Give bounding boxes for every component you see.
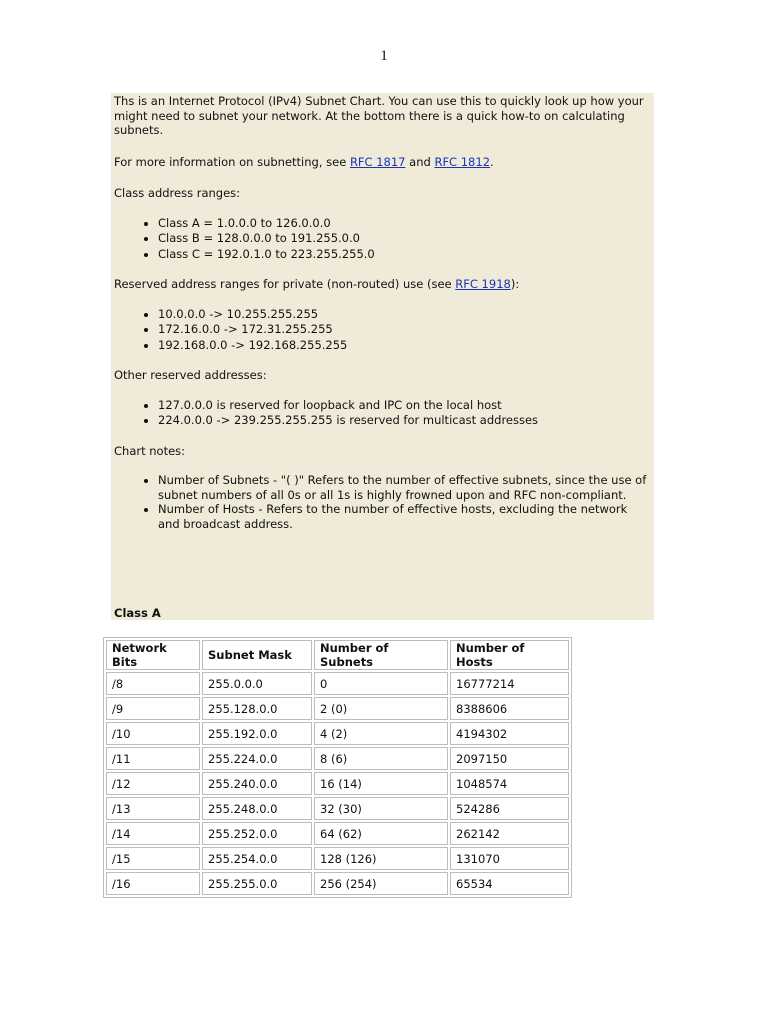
list-item: • 172.16.0.0 -> 172.31.255.255 bbox=[158, 322, 650, 338]
cell-network-bits: /8 bbox=[106, 672, 200, 695]
cell-number-of-hosts: 1048574 bbox=[450, 772, 569, 795]
class-ranges-heading: Class address ranges: bbox=[114, 186, 241, 200]
list-item: • 10.0.0.0 -> 10.255.255.255 bbox=[158, 307, 650, 323]
list-item: • Class B = 128.0.0.0 to 191.255.0.0 bbox=[158, 231, 650, 247]
private-ranges-suffix: ): bbox=[510, 277, 520, 291]
table-row bbox=[106, 722, 569, 745]
list-item: • 127.0.0.0 is reserved for loopback and IPC on the local host bbox=[158, 398, 650, 414]
cell-number-of-hosts: 262142 bbox=[450, 822, 569, 845]
cell-number-of-hosts: 16777214 bbox=[450, 672, 569, 695]
cell-subnet-mask: 255.252.0.0 bbox=[202, 822, 312, 845]
cell-subnet-mask: 255.255.0.0 bbox=[202, 872, 312, 895]
cell-subnet-mask: 255.240.0.0 bbox=[202, 772, 312, 795]
class-a-title: Class A bbox=[114, 606, 161, 620]
header-number-of-subnets: Number of Subnets bbox=[314, 640, 448, 670]
header-number-of-hosts: Number of Hosts bbox=[450, 640, 569, 670]
rfc-1812-link[interactable]: RFC 1812 bbox=[434, 154, 491, 169]
cell-network-bits: /9 bbox=[106, 697, 200, 720]
intro-panel bbox=[111, 93, 654, 620]
table-row bbox=[106, 697, 569, 720]
private-ranges-heading bbox=[114, 277, 650, 292]
cell-subnet-mask: 255.248.0.0 bbox=[202, 797, 312, 820]
page-number: 1 bbox=[380, 48, 388, 64]
private-ranges-prefix: Reserved address ranges for private (non-routed) use (see bbox=[114, 277, 456, 291]
cell-number-of-hosts: 2097150 bbox=[450, 747, 569, 770]
header-subnet-mask: Subnet Mask bbox=[202, 640, 312, 670]
more-info-middle: and bbox=[405, 154, 435, 169]
table-row bbox=[106, 822, 569, 845]
cell-number-of-subnets: 8 (6) bbox=[314, 747, 448, 770]
table-row bbox=[106, 747, 569, 770]
cell-network-bits: /14 bbox=[106, 822, 200, 845]
cell-network-bits: /12 bbox=[106, 772, 200, 795]
cell-network-bits: /15 bbox=[106, 847, 200, 870]
cell-subnet-mask: 255.192.0.0 bbox=[202, 722, 312, 745]
private-ranges-list bbox=[114, 307, 650, 354]
list-item: • Class C = 192.0.1.0 to 223.255.255.0 bbox=[158, 247, 650, 263]
more-info-suffix: . bbox=[490, 154, 494, 169]
cell-number-of-hosts: 4194302 bbox=[450, 722, 569, 745]
cell-number-of-subnets: 4 (2) bbox=[314, 722, 448, 745]
cell-number-of-hosts: 8388606 bbox=[450, 697, 569, 720]
table-row bbox=[106, 797, 569, 820]
cell-number-of-subnets: 32 (30) bbox=[314, 797, 448, 820]
cell-network-bits: /13 bbox=[106, 797, 200, 820]
table-row bbox=[106, 772, 569, 795]
header-network-bits: Network Bits bbox=[106, 640, 200, 670]
list-item: • 224.0.0.0 -> 239.255.255.255 is reserved for multicast addresses bbox=[158, 413, 650, 429]
class-ranges-list bbox=[114, 216, 650, 263]
table-header-row bbox=[106, 640, 569, 670]
cell-network-bits: /11 bbox=[106, 747, 200, 770]
rfc-1817-link[interactable]: RFC 1817 bbox=[349, 154, 406, 169]
table-row bbox=[106, 672, 569, 695]
list-item: • Number of Hosts - Refers to the number of effective hosts, excluding the network and broadcast address. bbox=[158, 502, 650, 531]
cell-number-of-subnets: 128 (126) bbox=[314, 847, 448, 870]
rfc-1918-link[interactable]: RFC 1918 bbox=[455, 277, 511, 291]
cell-number-of-subnets: 64 (62) bbox=[314, 822, 448, 845]
cell-number-of-subnets: 0 bbox=[314, 672, 448, 695]
cell-network-bits: /10 bbox=[106, 722, 200, 745]
cell-subnet-mask: 255.254.0.0 bbox=[202, 847, 312, 870]
chart-notes-heading: Chart notes: bbox=[114, 443, 186, 458]
class-a-table bbox=[103, 637, 572, 898]
cell-number-of-subnets: 2 (0) bbox=[314, 697, 448, 720]
list-item: • Class A = 1.0.0.0 to 126.0.0.0 bbox=[158, 216, 650, 232]
cell-number-of-subnets: 256 (254) bbox=[314, 872, 448, 895]
cell-network-bits: /16 bbox=[106, 872, 200, 895]
other-reserved-heading: Other reserved addresses: bbox=[114, 368, 267, 382]
list-item: • 192.168.0.0 -> 192.168.255.255 bbox=[158, 338, 650, 354]
cell-subnet-mask: 255.128.0.0 bbox=[202, 697, 312, 720]
list-item: • Number of Subnets - "( )" Refers to the number of effective subnets, since the use of subnet numbers of all 0s or all 1s is highly frowned upon and RFC non-compliant. bbox=[158, 473, 650, 502]
cell-number-of-hosts: 524286 bbox=[450, 797, 569, 820]
cell-number-of-hosts: 131070 bbox=[450, 847, 569, 870]
chart-notes-list bbox=[114, 473, 650, 531]
other-reserved-list bbox=[114, 398, 650, 429]
cell-subnet-mask: 255.0.0.0 bbox=[202, 672, 312, 695]
cell-subnet-mask: 255.224.0.0 bbox=[202, 747, 312, 770]
cell-number-of-hosts: 65534 bbox=[450, 872, 569, 895]
more-info-prefix: For more information on subnetting, see bbox=[114, 154, 350, 169]
table-row bbox=[106, 847, 569, 870]
more-info-text bbox=[114, 155, 650, 170]
intro-text: Ths is an Internet Protocol (IPv4) Subnet Chart. You can use this to quickly look up how your might need to subnet your network. At the bottom there is a quick how-to on calculating subnets. bbox=[114, 94, 644, 137]
cell-number-of-subnets: 16 (14) bbox=[314, 772, 448, 795]
table-row bbox=[106, 872, 569, 895]
